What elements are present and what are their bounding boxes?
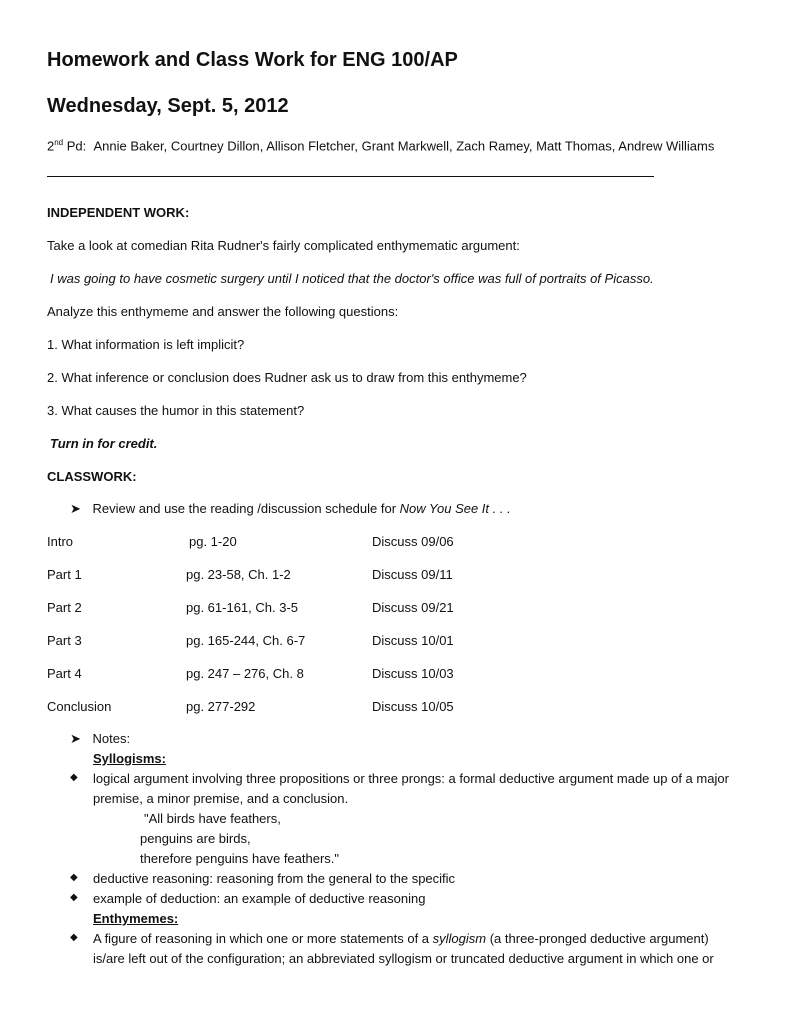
schedule-discuss: Discuss 10/05 [372, 699, 454, 714]
review-book: Now You See It . . . [399, 501, 511, 516]
syllogism-definition-line2: premise, a minor premise, and a conclusion. [93, 791, 349, 806]
review-text: Review and use the reading /discussion schedule for [92, 501, 400, 516]
review-item [70, 501, 511, 517]
period-label: Pd: [63, 138, 87, 154]
example-line2: penguins are birds, [140, 831, 251, 846]
deductive-definition: deductive reasoning: reasoning from the general to the specific [93, 871, 456, 886]
page-title: Homework and Class Work for ENG 100/AP [47, 49, 458, 71]
student-list: Annie Baker, Courtney Dillon, Allison Fletcher, Grant Markwell, Zach Ramey, Matt Thomas, Andrew Williams [93, 138, 715, 154]
classwork-heading: CLASSWORK: [47, 469, 137, 484]
schedule-pages: pg. 277-292 [186, 699, 256, 714]
schedule-part: Conclusion [47, 699, 112, 714]
schedule-part: Intro [47, 534, 74, 549]
period-roster [47, 138, 714, 153]
enth-text-c: (a three-pronged deductive argument) [486, 931, 709, 946]
question-1: 1. What information is left implicit? [47, 337, 245, 352]
deduction-example: example of deduction: an example of deductive reasoning [93, 891, 426, 906]
schedule-part: Part 1 [47, 567, 82, 582]
period-suffix: nd [54, 138, 64, 147]
schedule-pages: pg. 165-244, Ch. 6-7 [186, 633, 306, 648]
schedule-discuss: Discuss 09/06 [372, 534, 454, 549]
arrow-bullet-icon: ➤ [70, 731, 81, 746]
schedule-discuss: Discuss 09/11 [372, 567, 453, 582]
independent-intro: Take a look at comedian Rita Rudner's fairly complicated enthymematic argument: [47, 238, 520, 253]
diamond-bullet-icon: ◆ [70, 872, 78, 883]
question-2: 2. What inference or conclusion does Rudner ask us to draw from this enthymeme? [47, 370, 527, 385]
page-date: Wednesday, Sept. 5, 2012 [47, 95, 289, 117]
enth-text-syllogism: syllogism [432, 931, 487, 946]
arrow-bullet-icon: ➤ [70, 501, 81, 516]
syllogisms-heading: Syllogisms: [93, 751, 166, 766]
enth-text-a: A figure of reasoning in which one or more statements of a [93, 931, 433, 946]
question-3: 3. What causes the humor in this statement? [47, 403, 305, 418]
example-line3: therefore penguins have feathers." [140, 851, 340, 866]
independent-heading: INDEPENDENT WORK: [47, 205, 190, 220]
schedule-discuss: Discuss 10/01 [372, 633, 454, 648]
enthymeme-definition-line1 [93, 931, 709, 946]
syllogism-definition-line1: logical argument involving three propositions or three prongs: a formal deductive argument made up of a major [93, 771, 729, 786]
schedule-part: Part 2 [47, 600, 82, 615]
schedule-pages: pg. 23-58, Ch. 1-2 [186, 567, 291, 582]
analyze-text: Analyze this enthymeme and answer the following questions: [47, 304, 399, 319]
diamond-bullet-icon: ◆ [70, 932, 78, 943]
divider-line [47, 176, 654, 177]
schedule-pages: pg. 61-161, Ch. 3-5 [186, 600, 299, 615]
schedule-part: Part 4 [47, 666, 82, 681]
enthymeme-definition-line2: is/are left out of the configuration; an abbreviated syllogism or truncated deductive argument in which one or [93, 951, 714, 966]
notes-item [70, 731, 130, 747]
notes-label: Notes: [92, 731, 131, 746]
schedule-pages: pg. 1-20 [189, 534, 237, 549]
diamond-bullet-icon: ◆ [70, 892, 78, 903]
schedule-discuss: Discuss 09/21 [372, 600, 454, 615]
schedule-discuss: Discuss 10/03 [372, 666, 454, 681]
turn-in-note: Turn in for credit. [50, 436, 158, 451]
quote: I was going to have cosmetic surgery until I noticed that the doctor's office was full of portraits of Picasso. [50, 271, 654, 286]
diamond-bullet-icon: ◆ [70, 772, 78, 783]
example-line1: "All birds have feathers, [144, 811, 281, 826]
period-number: 2 [47, 138, 55, 154]
enthymemes-heading: Enthymemes: [93, 911, 179, 926]
schedule-part: Part 3 [47, 633, 82, 648]
schedule-pages: pg. 247 – 276, Ch. 8 [186, 666, 304, 681]
